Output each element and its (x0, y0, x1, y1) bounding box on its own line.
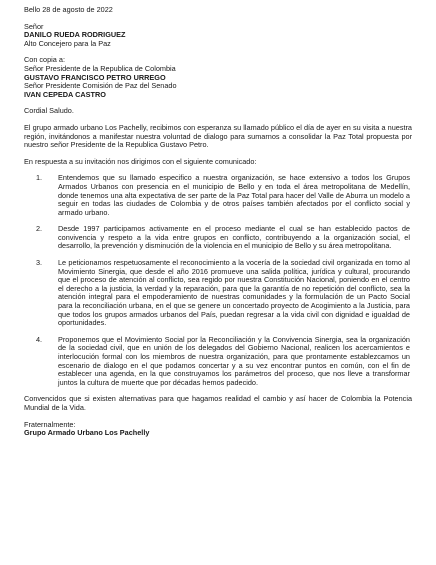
point-text: Proponemos que el Movimiento Social por la Reconciliación y la Convivencia Sinergia, sea la organización de la sociedad civil, que en unión de los delegados del Gobierno Nacional, realicen los acercamientos e interlocución formal con los miembros de nuestra organización, para que prontamente establezcamos un escenario de dialogo en el que podamos concertar y a su vez encontrar puntos en común, con el fin de establecer una agenda, en la que construyamos los parámetros del proceso, que nos lleve a transformar juntos la cultura de muerte que por décadas hemos padecido. (58, 334, 410, 387)
point-text: Desde 1997 participamos activamente en el proceso mediante el cual se han establecido pactos de convivencia y respeto a la vida entre grupos en conflicto, contribuyendo a la organización social, el desarrollo, la prevención y disminución de la violencia en el municipio de Bello y su área metropolitana. (58, 224, 410, 251)
recipient-block (24, 23, 412, 49)
point-text: Entendemos que su llamado especifico a nuestra organización, se hace extensivo a todos los Grupos Armados Urbanos con presencia en el municipio de Bello y en toda el área metropolitana de Medellín, donde tenemos una alta expectativa de ser parte de la Paz Total para hacer del Valle de Aburra un modelo a seguir en todas las ciudades de Colombia y de otros países también afectados por el conflicto social y armado urbano. (58, 173, 410, 217)
point-number: 3. (36, 258, 43, 268)
copy-first-title: Señor Presidente de la Republica de Colombia (24, 63, 176, 73)
list-item (24, 336, 412, 388)
copy-second-name: IVAN CEPEDA CASTRO (24, 89, 106, 99)
intro-paragraph: El grupo armado urbano Los Pachelly, recibimos con esperanza su llamado público el día de ayer en su visita a nuestra región, invitándonos a manifestar nuestra voluntad de dialogo para sumarnos a consolidar la Paz Total propuesta por nuestro señor Presidente de la Republica Gustavo Petro. (24, 122, 412, 150)
point-number: 2. (36, 224, 43, 234)
spacer (24, 413, 412, 421)
farewell: Fraternalmente: (24, 419, 76, 429)
list-item (24, 259, 412, 328)
copies-block (24, 56, 412, 99)
lead-in: En respuesta a su invitación nos dirigimos con el siguiente comunicado: (24, 156, 257, 166)
point-number: 4. (36, 334, 43, 344)
recipient-title: Alto Concejero para la Paz (24, 38, 111, 48)
recipient-name: DANILO RUEDA RODRIGUEZ (24, 30, 126, 40)
list-item (24, 225, 412, 251)
signature: Grupo Armado Urbano Los Pachelly (24, 428, 150, 438)
spacer (24, 48, 412, 56)
closing-paragraph: Convencidos que si existen alternativas para que hagamos realidad el cambio y así hacer de Colombia la Potencia Mundial de la Vida. (24, 394, 412, 412)
points-list (24, 174, 412, 387)
date-line: Bello 28 de agosto de 2022 (24, 5, 113, 14)
copy-first-name: GUSTAVO FRANCISCO PETRO URREGO (24, 72, 166, 82)
greeting: Cordial Saludo. (24, 106, 74, 116)
copies-label: Con copia a: (24, 55, 65, 65)
point-number: 1. (36, 173, 43, 183)
copy-second-title: Señor Presidente Comisión de Paz del Senado (24, 81, 177, 91)
spacer (24, 15, 412, 23)
recipient-salutation: Señor (24, 21, 44, 31)
point-text: Le peticionamos respetuosamente el reconocimiento a la vocería de la sociedad civil organizada en torno al Movimiento Sinergia, que desde el año 2016 promueve una salida política, jurídica y cultural, procurando que el proceso de atención al conflicto, sea regido por nuestra Constitución Nacional, poniendo en el centro el derecho a la justicia, la verdad y la reparación, para que la garantía de no repetición del conflicto, sea la atención integral para el empoderamiento de nuestras comunidades y la formulación de un Pacto Social para la reconciliación urbana, en el que se genere un concertado proyecto de Acogimiento a la Justicia, para que todos los grupos armados urbanos del País, puedan regresar a la vida civil con dignidad e igualdad de oportunidades. (58, 258, 410, 328)
list-item (24, 174, 412, 217)
spacer (24, 99, 412, 107)
